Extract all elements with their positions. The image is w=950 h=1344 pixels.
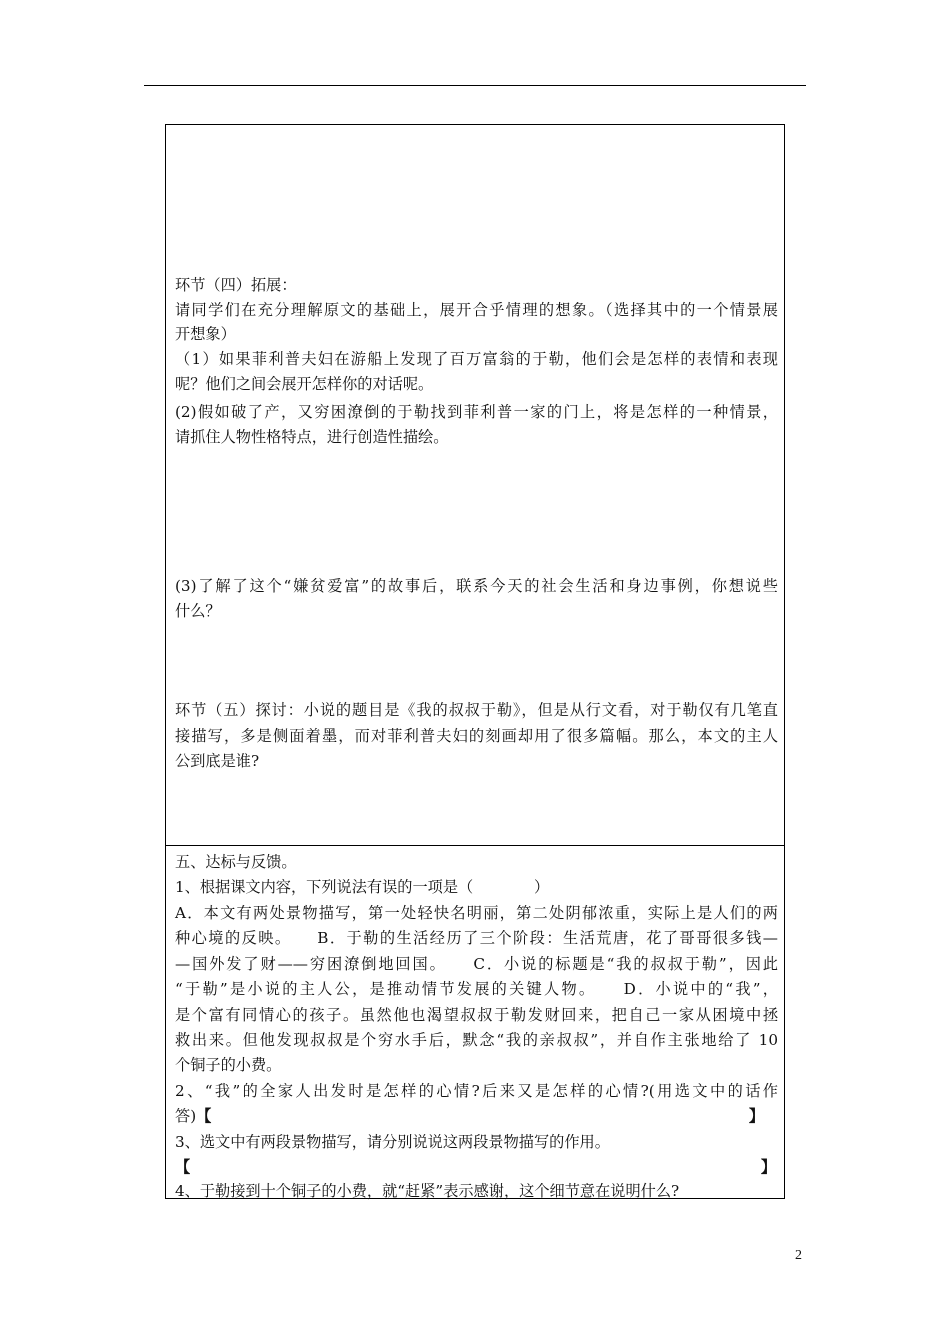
feedback-q1-option-line-1: A．本文有两处景物描写，第一处轻快名明丽，第二处阴郁浓重，实际上是人们的两 bbox=[175, 904, 778, 922]
section-5-line-1: 环节（五）探讨：小说的题目是《我的叔叔于勒》，但是从行文看，对于勒仅有几笔直 bbox=[175, 701, 778, 719]
feedback-cell bbox=[166, 846, 784, 1198]
feedback-q1-stem: 1、根据课文内容，下列说法有误的一项是（ ） bbox=[175, 878, 550, 896]
activity-cell bbox=[166, 125, 784, 846]
feedback-q4-line: 4、于勒接到十个铜子的小费，就“赶紧”表示感谢，这个细节意在说明什么? bbox=[175, 1182, 680, 1200]
header-rule bbox=[144, 85, 806, 86]
feedback-q2-answer-row bbox=[175, 1104, 778, 1128]
feedback-q1-option-line-5: 是个富有同情心的孩子。虽然他也渴望叔叔于勒发财回来，把自己一家从困境中拯 bbox=[175, 1006, 778, 1024]
worksheet-table bbox=[165, 124, 785, 1199]
section-4-heading: 环节（四）拓展： bbox=[175, 276, 297, 294]
question-1-line-1: （1）如果菲利普夫妇在游船上发现了百万富翁的于勒，他们会是怎样的表情和表现 bbox=[175, 350, 778, 368]
feedback-heading: 五、达标与反馈。 bbox=[175, 853, 297, 871]
feedback-q3-line: 3、选文中有两段景物描写，请分别说说这两段景物描写的作用。 bbox=[175, 1133, 610, 1151]
feedback-q1-option-line-2: 种心境的反映。 B．于勒的生活经历了三个阶段：生活荒唐，花了哥哥很多钱— bbox=[175, 929, 778, 947]
question-2-line-2: 请抓住人物性格特点，进行创造性描绘。 bbox=[175, 428, 449, 446]
q2-answer-bracket-open: 【 bbox=[196, 1107, 212, 1125]
section-5-line-3: 公到底是谁? bbox=[175, 752, 260, 770]
page-number: 2 bbox=[795, 1248, 802, 1263]
q3-answer-bracket-close: 】 bbox=[760, 1158, 776, 1176]
q3-answer-bracket-open: 【 bbox=[175, 1158, 191, 1176]
feedback-q3-answer-row bbox=[175, 1155, 778, 1179]
q2-answer-bracket-close: 】 bbox=[748, 1107, 764, 1125]
question-2-line-1: (2)假如破了产，又穷困潦倒的于勒找到菲利普一家的门上，将是怎样的一种情景， bbox=[175, 403, 778, 421]
question-1-line-2: 呢？他们之间会展开怎样你的对话呢。 bbox=[175, 375, 434, 393]
question-3-line-2: 什么？ bbox=[175, 602, 221, 620]
feedback-q1-option-line-6: 救出来。但他发现叔叔是个穷水手后，默念“我的亲叔叔”，并自作主张地给了 10 bbox=[175, 1031, 778, 1049]
feedback-q1-option-line-7: 个铜子的小费。 bbox=[175, 1056, 282, 1074]
section-5-line-2: 接描写，多是侧面着墨，而对菲利普夫妇的刻画却用了很多篇幅。那么，本文的主人 bbox=[175, 727, 778, 745]
feedback-q2-line-1: 2、“我”的全家人出发时是怎样的心情?后来又是怎样的心情?(用选文中的话作 bbox=[175, 1082, 778, 1100]
section-4-intro-line-1: 请同学们在充分理解原文的基础上，展开合乎情理的想象。（选择其中的一个情景展 bbox=[175, 301, 778, 319]
feedback-q1-option-line-4: “于勒”是小说的主人公，是推动情节发展的关键人物。 D．小说中的“我”， bbox=[175, 980, 778, 998]
section-4-intro-line-2: 开想象） bbox=[175, 325, 236, 343]
question-3-line-1: (3)了解了这个“嫌贫爱富”的故事后，联系今天的社会生活和身边事例，你想说些 bbox=[175, 577, 778, 595]
feedback-q2-line-2: 答) bbox=[175, 1107, 197, 1125]
feedback-q1-option-line-3: —国外发了财——穷困潦倒地回国。 C．小说的标题是“我的叔叔于勒”，因此 bbox=[175, 955, 778, 973]
